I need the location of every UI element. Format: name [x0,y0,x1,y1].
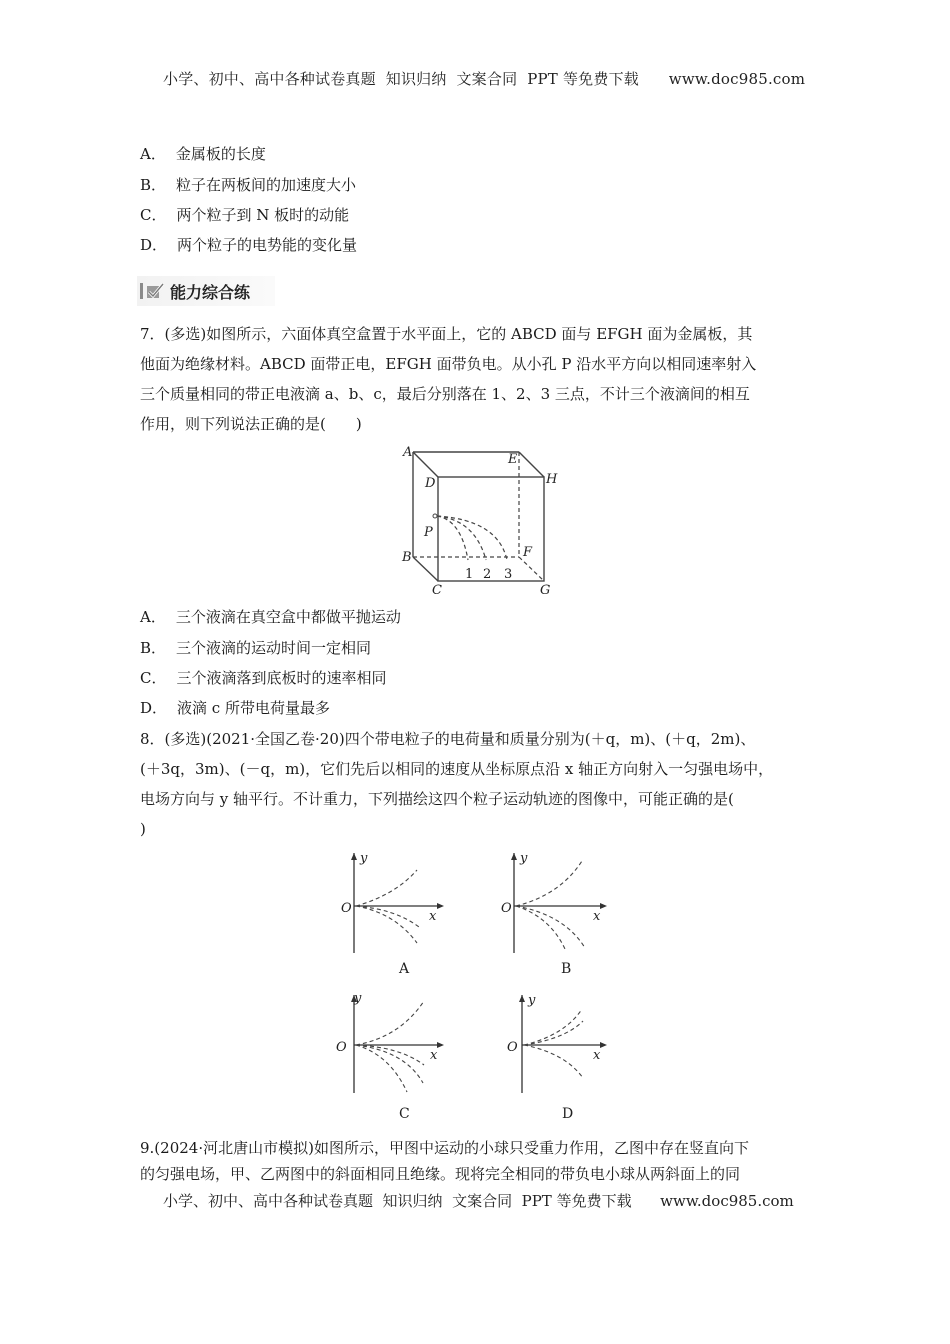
option-text: 两个粒子的电势能的变化量 [177,236,358,254]
q9-line-1: 9.(2024·河北唐山市模拟)如图所示，甲图中运动的小球只受重力作用，乙图中存在竖直向下 [140,1139,749,1157]
landing-point-3: 3 [504,567,513,582]
x-axis-label: x [430,1048,438,1063]
y-axis-label: y [520,851,528,866]
q6-option-a [140,144,266,164]
option-label: B． [140,639,167,657]
section-bar [140,283,143,299]
q7-cube-figure [395,440,565,600]
option-text: 金属板的长度 [175,145,266,163]
landing-point-1: 1 [465,567,474,582]
x-axis-label: x [593,1048,601,1063]
checkbox-check-icon [146,283,164,299]
q7-option-a [140,607,401,627]
option-label: C． [140,206,167,224]
option-text: 三个液滴落到底板时的速率相同 [176,669,387,687]
option-label: D． [140,699,168,717]
graph-caption: D [562,1106,574,1122]
origin-label: O [501,901,512,916]
graph-caption: A [399,961,410,977]
q6-option-c [140,205,349,225]
graph-caption: B [561,961,572,977]
q7-line-3: 三个质量相同的带正电液滴 a、b、c，最后分别落在 1、2、3 三点，不计三个液滴间的相互 [140,385,750,403]
vertex-label-c: C [432,583,442,598]
x-axis-label: x [429,909,437,924]
q8-line-2: (＋3q，3m)、(－q，m)，它们先后以相同的速度从坐标原点沿 x 轴正方向射入一匀强电场中， [140,760,774,778]
option-text: 三个液滴的运动时间一定相同 [176,639,372,657]
origin-label: O [507,1040,518,1055]
q9-line-2: 的匀强电场，甲、乙两图中的斜面相同且绝缘。现将完全相同的带负电小球从两斜面上的同 [140,1165,741,1183]
graph-caption: C [399,1106,410,1122]
option-text: 三个液滴在真空盒中都做平抛运动 [175,608,401,626]
q7-line-4: 作用，则下列说法正确的是( ) [140,415,362,433]
x-axis-label: x [593,909,601,924]
q7-option-c [140,668,387,688]
option-label: C． [140,669,167,687]
y-axis-label: y [354,991,362,1006]
origin-label: O [341,901,352,916]
vertex-label-a: A [403,445,413,460]
page-footer: 小学、初中、高中各种试卷真题 知识归纳 文案合同 PPT 等免费下载 www.doc985.com [163,1192,794,1210]
section-title: 能力综合练 [170,282,251,302]
q7-option-b [140,638,371,658]
q8-graph-a [330,845,460,980]
q6-option-b [140,175,356,195]
vertex-label-h: H [546,472,558,487]
vertex-label-f: F [523,545,533,560]
q8-line-1: 8．(多选)(2021·全国乙卷·20)四个带电粒子的电荷量和质量分别为(＋q，m)、(＋q，2m)、 [140,730,756,748]
landing-point-2: 2 [483,567,492,582]
vertex-label-e: E [508,452,518,467]
option-text: 粒子在两板间的加速度大小 [176,176,357,194]
q8-line-3: 电场方向与 y 轴平行。不计重力，下列描绘这四个粒子运动轨迹的图像中，可能正确的是( [140,790,734,808]
q8-graph-d [490,985,620,1125]
q7-line-2: 他面为绝缘材料。ABCD 面带正电，EFGH 面带负电。从小孔 P 沿水平方向以相同速率射入 [140,355,757,373]
page-header: 小学、初中、高中各种试卷真题 知识归纳 文案合同 PPT 等免费下载 www.doc985.com [163,70,806,88]
vertex-label-b: B [402,550,412,565]
option-label: A． [140,608,166,626]
q8-line-4: ) [140,820,146,838]
vertex-label-d: D [425,476,436,491]
option-text: 液滴 c 所带电荷量最多 [177,699,330,717]
q8-graph-c [330,985,460,1125]
vertex-label-g: G [540,583,551,598]
q6-option-d [140,235,357,255]
option-label: A． [140,145,166,163]
option-text: 两个粒子到 N 板时的动能 [176,206,350,224]
option-label: D． [140,236,168,254]
y-axis-label: y [528,993,536,1008]
q7-option-d [140,698,330,718]
section-header [137,276,275,306]
q7-line-1: 7．(多选)如图所示，六面体真空盒置于水平面上，它的 ABCD 面与 EFGH 面为金属板，其 [140,325,753,343]
option-label: B． [140,176,167,194]
y-axis-label: y [360,851,368,866]
q8-graph-b [490,845,620,980]
hole-label-p: P [424,525,433,540]
origin-label: O [336,1040,347,1055]
